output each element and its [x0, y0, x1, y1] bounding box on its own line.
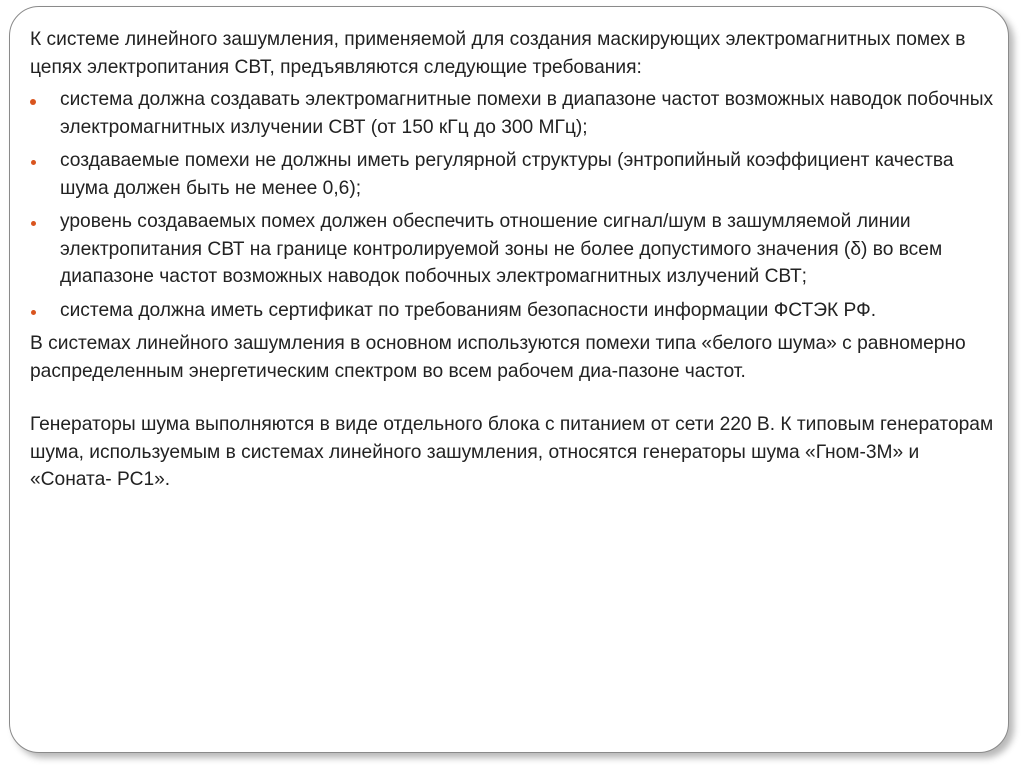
- list-item-text: система должна создавать электромагнитные помехи в диапазоне частот возможных наводок побочных электромагнитных излучении СВТ (от 150 кГц до 300 МГц);: [60, 89, 994, 138]
- bullet-icon: [30, 99, 36, 105]
- list-item-text: создаваемые помехи не должны иметь регулярной структуры (энтропийный коэффициент качества шума должен быть не менее 0,6);: [60, 150, 954, 199]
- list-item-text: уровень создаваемых помех должен обеспечить отношение сигнал/шум в зашумляемой линии электропитания СВТ на границе контролируемой зоны не более допустимого значения (δ) во всем диапазоне частот возможных наводок побочных электромагнитных излучений СВТ;: [60, 211, 943, 287]
- generators-paragraph: Генераторы шума выполняются в виде отдельного блока с питанием от сети 220 В. К типовым генераторам шума, используемым в системах линейного зашумления, относятся генераторы шума «Гном-3М» и «Соната- РС1».: [30, 414, 994, 490]
- intro-paragraph: К системе линейного зашумления, применяемой для создания маскирующих электромагнитных помех в цепях электропитания СВТ, предъявляются следующие требования:: [30, 29, 966, 78]
- list-item: [30, 86, 995, 141]
- list-item: [30, 208, 995, 291]
- list-item: [30, 297, 995, 325]
- slide-content: [30, 26, 995, 494]
- bullet-icon: [31, 221, 36, 226]
- list-item-text: система должна иметь сертификат по требованиям безопасности информации ФСТЭК РФ.: [60, 299, 877, 321]
- list-item: [30, 147, 995, 202]
- bullet-icon: [31, 310, 36, 315]
- requirements-list: [30, 86, 995, 324]
- white-noise-paragraph: В системах линейного зашумления в основном используются помехи типа «белого шума» с равномерно распределенным энергетическим спектром во всем рабочем диа-пазоне частот.: [30, 333, 966, 382]
- bullet-icon: [31, 160, 36, 165]
